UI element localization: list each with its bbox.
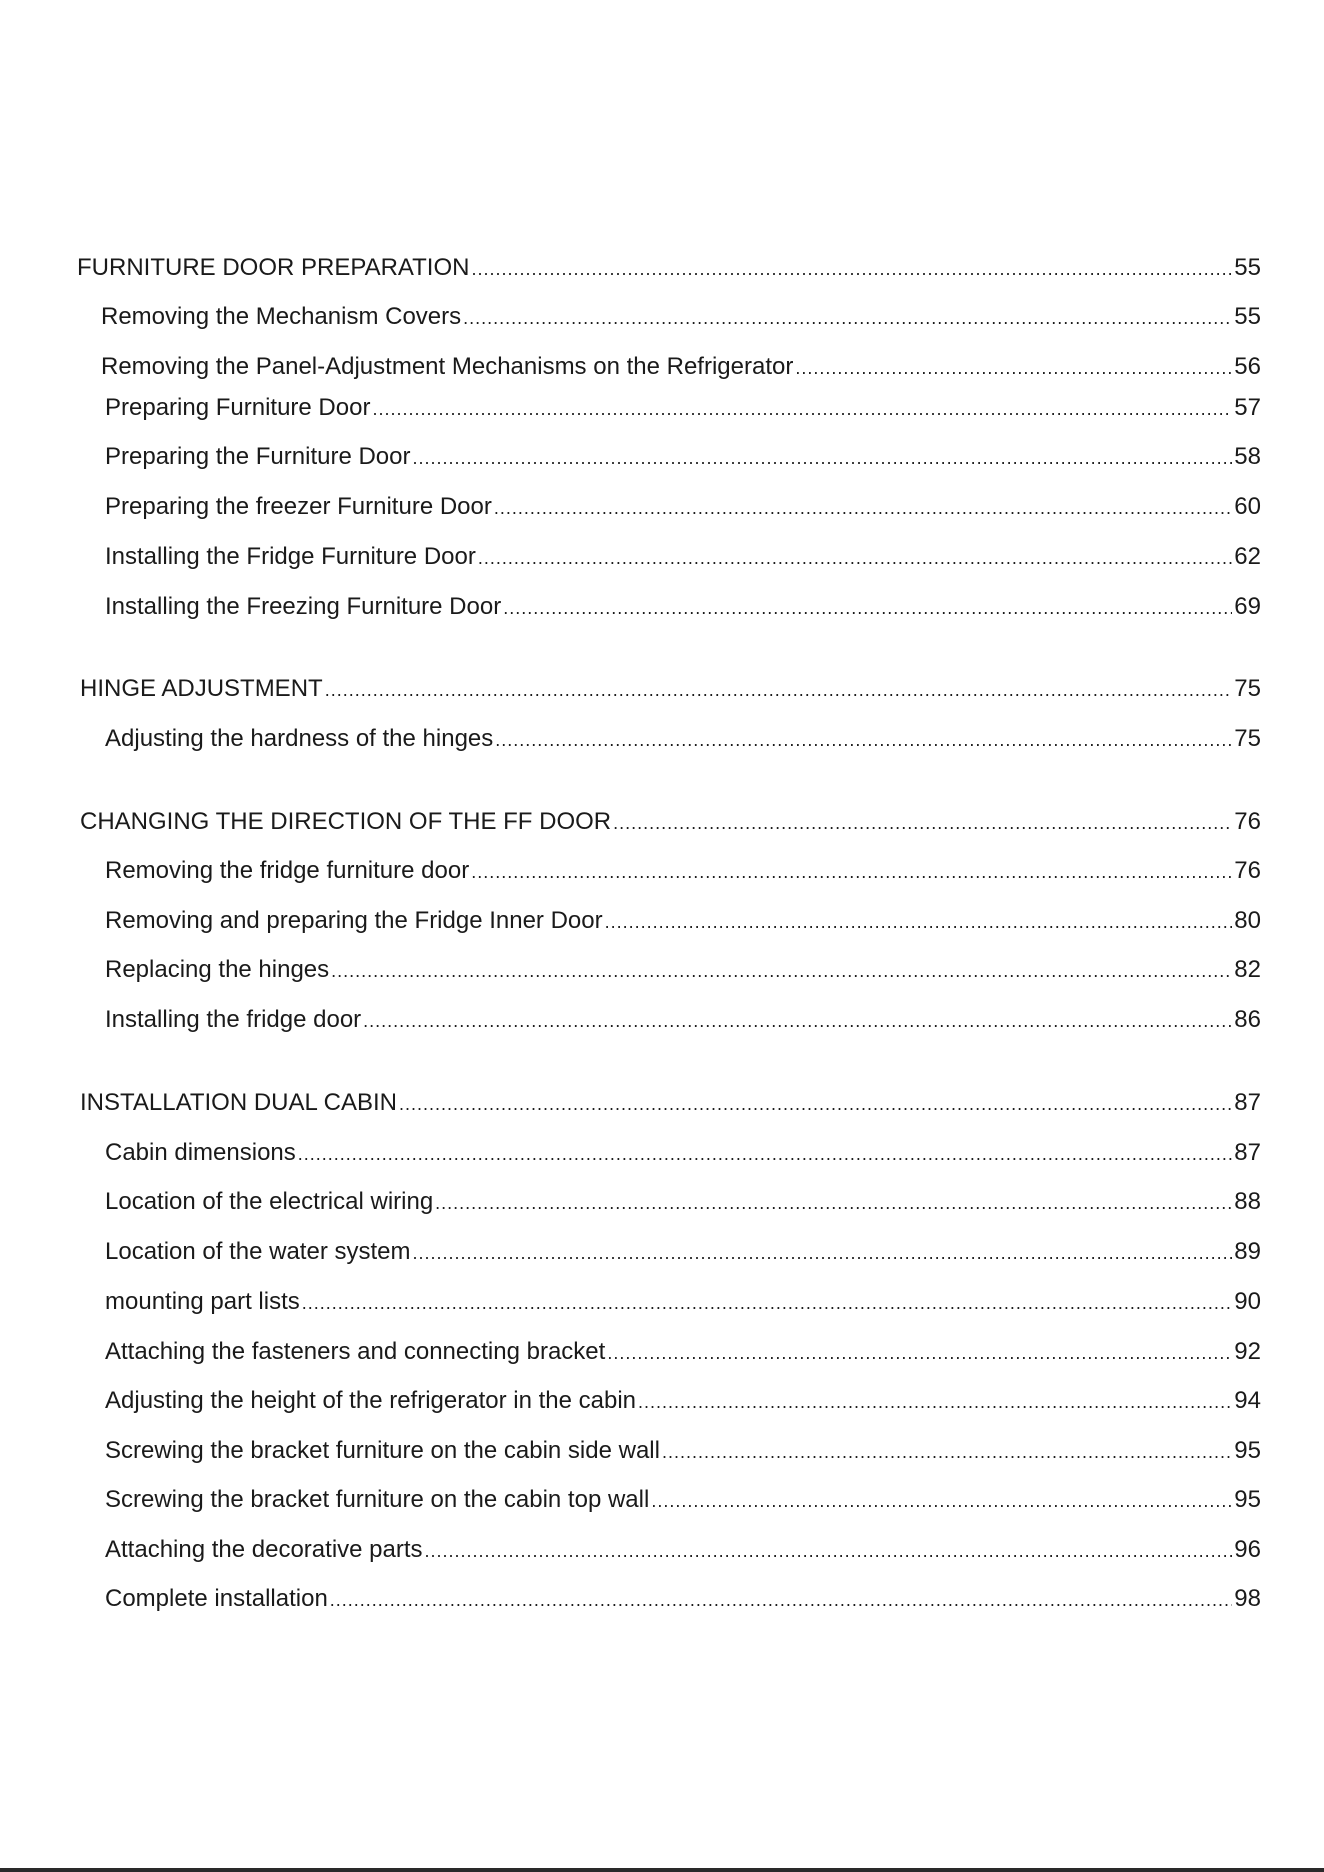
toc-dot-leader <box>372 393 1232 425</box>
toc-dot-leader <box>605 906 1233 938</box>
toc-entry-label: Preparing the freezer Furniture Door <box>105 493 492 520</box>
toc-dot-leader <box>302 1287 1233 1319</box>
toc-dot-leader <box>662 1436 1232 1468</box>
toc-entry-page: 80 <box>1234 907 1261 934</box>
toc-entry-label: Adjusting the hardness of the hinges <box>105 725 494 752</box>
toc-entry-label: INSTALLATION DUAL CABIN <box>80 1089 397 1116</box>
toc-entry[interactable] <box>105 1435 1261 1467</box>
toc-dot-leader <box>495 724 1232 756</box>
toc-entry-page: 76 <box>1234 857 1261 884</box>
toc-entry-page: 90 <box>1234 1288 1261 1315</box>
toc-entry[interactable] <box>101 301 1261 333</box>
toc-entry-label: Complete installation <box>105 1585 328 1612</box>
toc-dot-leader <box>471 856 1232 888</box>
toc-entry[interactable] <box>105 723 1261 755</box>
toc-entry[interactable] <box>105 954 1261 986</box>
toc-entry-page: 96 <box>1234 1536 1261 1563</box>
toc-entry-label: Removing the Panel-Adjustment Mechanisms on the Refrigerator <box>101 353 794 380</box>
toc-entry-page: 76 <box>1234 808 1261 835</box>
toc-dot-leader <box>298 1138 1233 1170</box>
toc-dot-leader <box>435 1187 1232 1219</box>
toc-dot-leader <box>425 1535 1233 1567</box>
toc-entry-label: Screwing the bracket furniture on the cabin top wall <box>105 1486 650 1513</box>
toc-entry-label: Cabin dimensions <box>105 1139 296 1166</box>
toc-entry[interactable] <box>105 1286 1261 1318</box>
toc-entry-label: FURNITURE DOOR PREPARATION <box>77 254 470 281</box>
toc-entry[interactable] <box>105 1583 1261 1615</box>
toc-entry-label: CHANGING THE DIRECTION OF THE FF DOOR <box>80 808 612 835</box>
toc-dot-leader <box>795 352 1232 384</box>
toc-entry[interactable] <box>105 591 1261 623</box>
toc-dot-leader <box>478 542 1232 574</box>
toc-entry-label: Installing the fridge door <box>105 1006 362 1033</box>
toc-entry-page: 62 <box>1234 543 1261 570</box>
toc-entry-label: Removing the Mechanism Covers <box>101 303 462 330</box>
toc-entry-label: HINGE ADJUSTMENT <box>80 675 323 702</box>
toc-entry[interactable] <box>80 673 1261 705</box>
toc-entry[interactable] <box>105 392 1261 424</box>
toc-entry[interactable] <box>105 1385 1261 1417</box>
toc-entry-label: Preparing the Furniture Door <box>105 443 411 470</box>
toc-entry-page: 82 <box>1234 956 1261 983</box>
toc-entry-label: Installing the Fridge Furniture Door <box>105 543 476 570</box>
toc-entry-label: Attaching the fasteners and connecting bracket <box>105 1338 606 1365</box>
toc-entry[interactable] <box>105 1186 1261 1218</box>
toc-entry-page: 58 <box>1234 443 1261 470</box>
toc-entry-label: Adjusting the height of the refrigerator in the cabin <box>105 1387 636 1414</box>
toc-entry[interactable] <box>101 351 1261 383</box>
toc-dot-leader <box>399 1088 1232 1120</box>
toc-entry-label: Preparing Furniture Door <box>105 394 371 421</box>
toc-entry[interactable] <box>105 855 1261 887</box>
toc-entry-label: mounting part lists <box>105 1288 300 1315</box>
toc-dot-leader <box>503 592 1232 624</box>
toc-dot-leader <box>494 492 1232 524</box>
toc-entry[interactable] <box>105 1137 1261 1169</box>
toc-dot-leader <box>412 1237 1232 1269</box>
toc-dot-leader <box>638 1386 1232 1418</box>
toc-entry-label: Removing the fridge furniture door <box>105 857 470 884</box>
toc-entry[interactable] <box>105 1004 1261 1036</box>
toc-entry-label: Installing the Freezing Furniture Door <box>105 593 502 620</box>
toc-dot-leader <box>412 442 1232 474</box>
toc-dot-leader <box>330 1584 1233 1616</box>
toc-entry[interactable] <box>105 441 1261 473</box>
toc-entry[interactable] <box>80 1087 1261 1119</box>
toc-entry[interactable] <box>105 905 1261 937</box>
toc-dot-leader <box>325 674 1233 706</box>
toc-entry-page: 57 <box>1234 394 1261 421</box>
toc-dot-leader <box>463 302 1232 334</box>
toc-entry-page: 98 <box>1234 1585 1261 1612</box>
toc-entry-label: Location of the water system <box>105 1238 411 1265</box>
toc-dot-leader <box>651 1485 1232 1517</box>
toc-entry-page: 69 <box>1234 593 1261 620</box>
toc-entry[interactable] <box>105 1484 1261 1516</box>
toc-entry-page: 86 <box>1234 1006 1261 1033</box>
toc-entry-label: Replacing the hinges <box>105 956 330 983</box>
toc-dot-leader <box>363 1005 1232 1037</box>
toc-entry-page: 75 <box>1234 675 1261 702</box>
toc-dot-leader <box>331 955 1232 987</box>
toc-entry[interactable] <box>105 1236 1261 1268</box>
toc-entry-page: 92 <box>1234 1338 1261 1365</box>
toc-entry[interactable] <box>77 252 1261 284</box>
toc-entry[interactable] <box>105 1534 1261 1566</box>
toc-entry-label: Location of the electrical wiring <box>105 1188 434 1215</box>
toc-entry-page: 87 <box>1234 1089 1261 1116</box>
toc-entry-page: 55 <box>1234 254 1261 281</box>
toc-entry[interactable] <box>80 806 1261 838</box>
toc-entry-page: 88 <box>1234 1188 1261 1215</box>
toc-dot-leader <box>613 807 1232 839</box>
toc-entry-page: 87 <box>1234 1139 1261 1166</box>
toc-entry-label: Screwing the bracket furniture on the cabin side wall <box>105 1437 660 1464</box>
toc-dot-leader <box>607 1337 1232 1369</box>
toc-entry-label: Removing and preparing the Fridge Inner Door <box>105 907 603 934</box>
toc-entry-page: 89 <box>1234 1238 1261 1265</box>
toc-entry-page: 94 <box>1234 1387 1261 1414</box>
toc-entry-label: Attaching the decorative parts <box>105 1536 423 1563</box>
toc-entry-page: 56 <box>1234 353 1261 380</box>
toc-entry-page: 95 <box>1234 1486 1261 1513</box>
toc-dot-leader <box>471 253 1232 285</box>
toc-entry[interactable] <box>105 491 1261 523</box>
toc-entry-page: 60 <box>1234 493 1261 520</box>
toc-entry-page: 95 <box>1234 1437 1261 1464</box>
page-bottom-rule <box>0 1868 1324 1872</box>
toc-entry[interactable] <box>105 1336 1261 1368</box>
toc-entry-page: 75 <box>1234 725 1261 752</box>
toc-entry-page: 55 <box>1234 303 1261 330</box>
toc-entry[interactable] <box>105 541 1261 573</box>
